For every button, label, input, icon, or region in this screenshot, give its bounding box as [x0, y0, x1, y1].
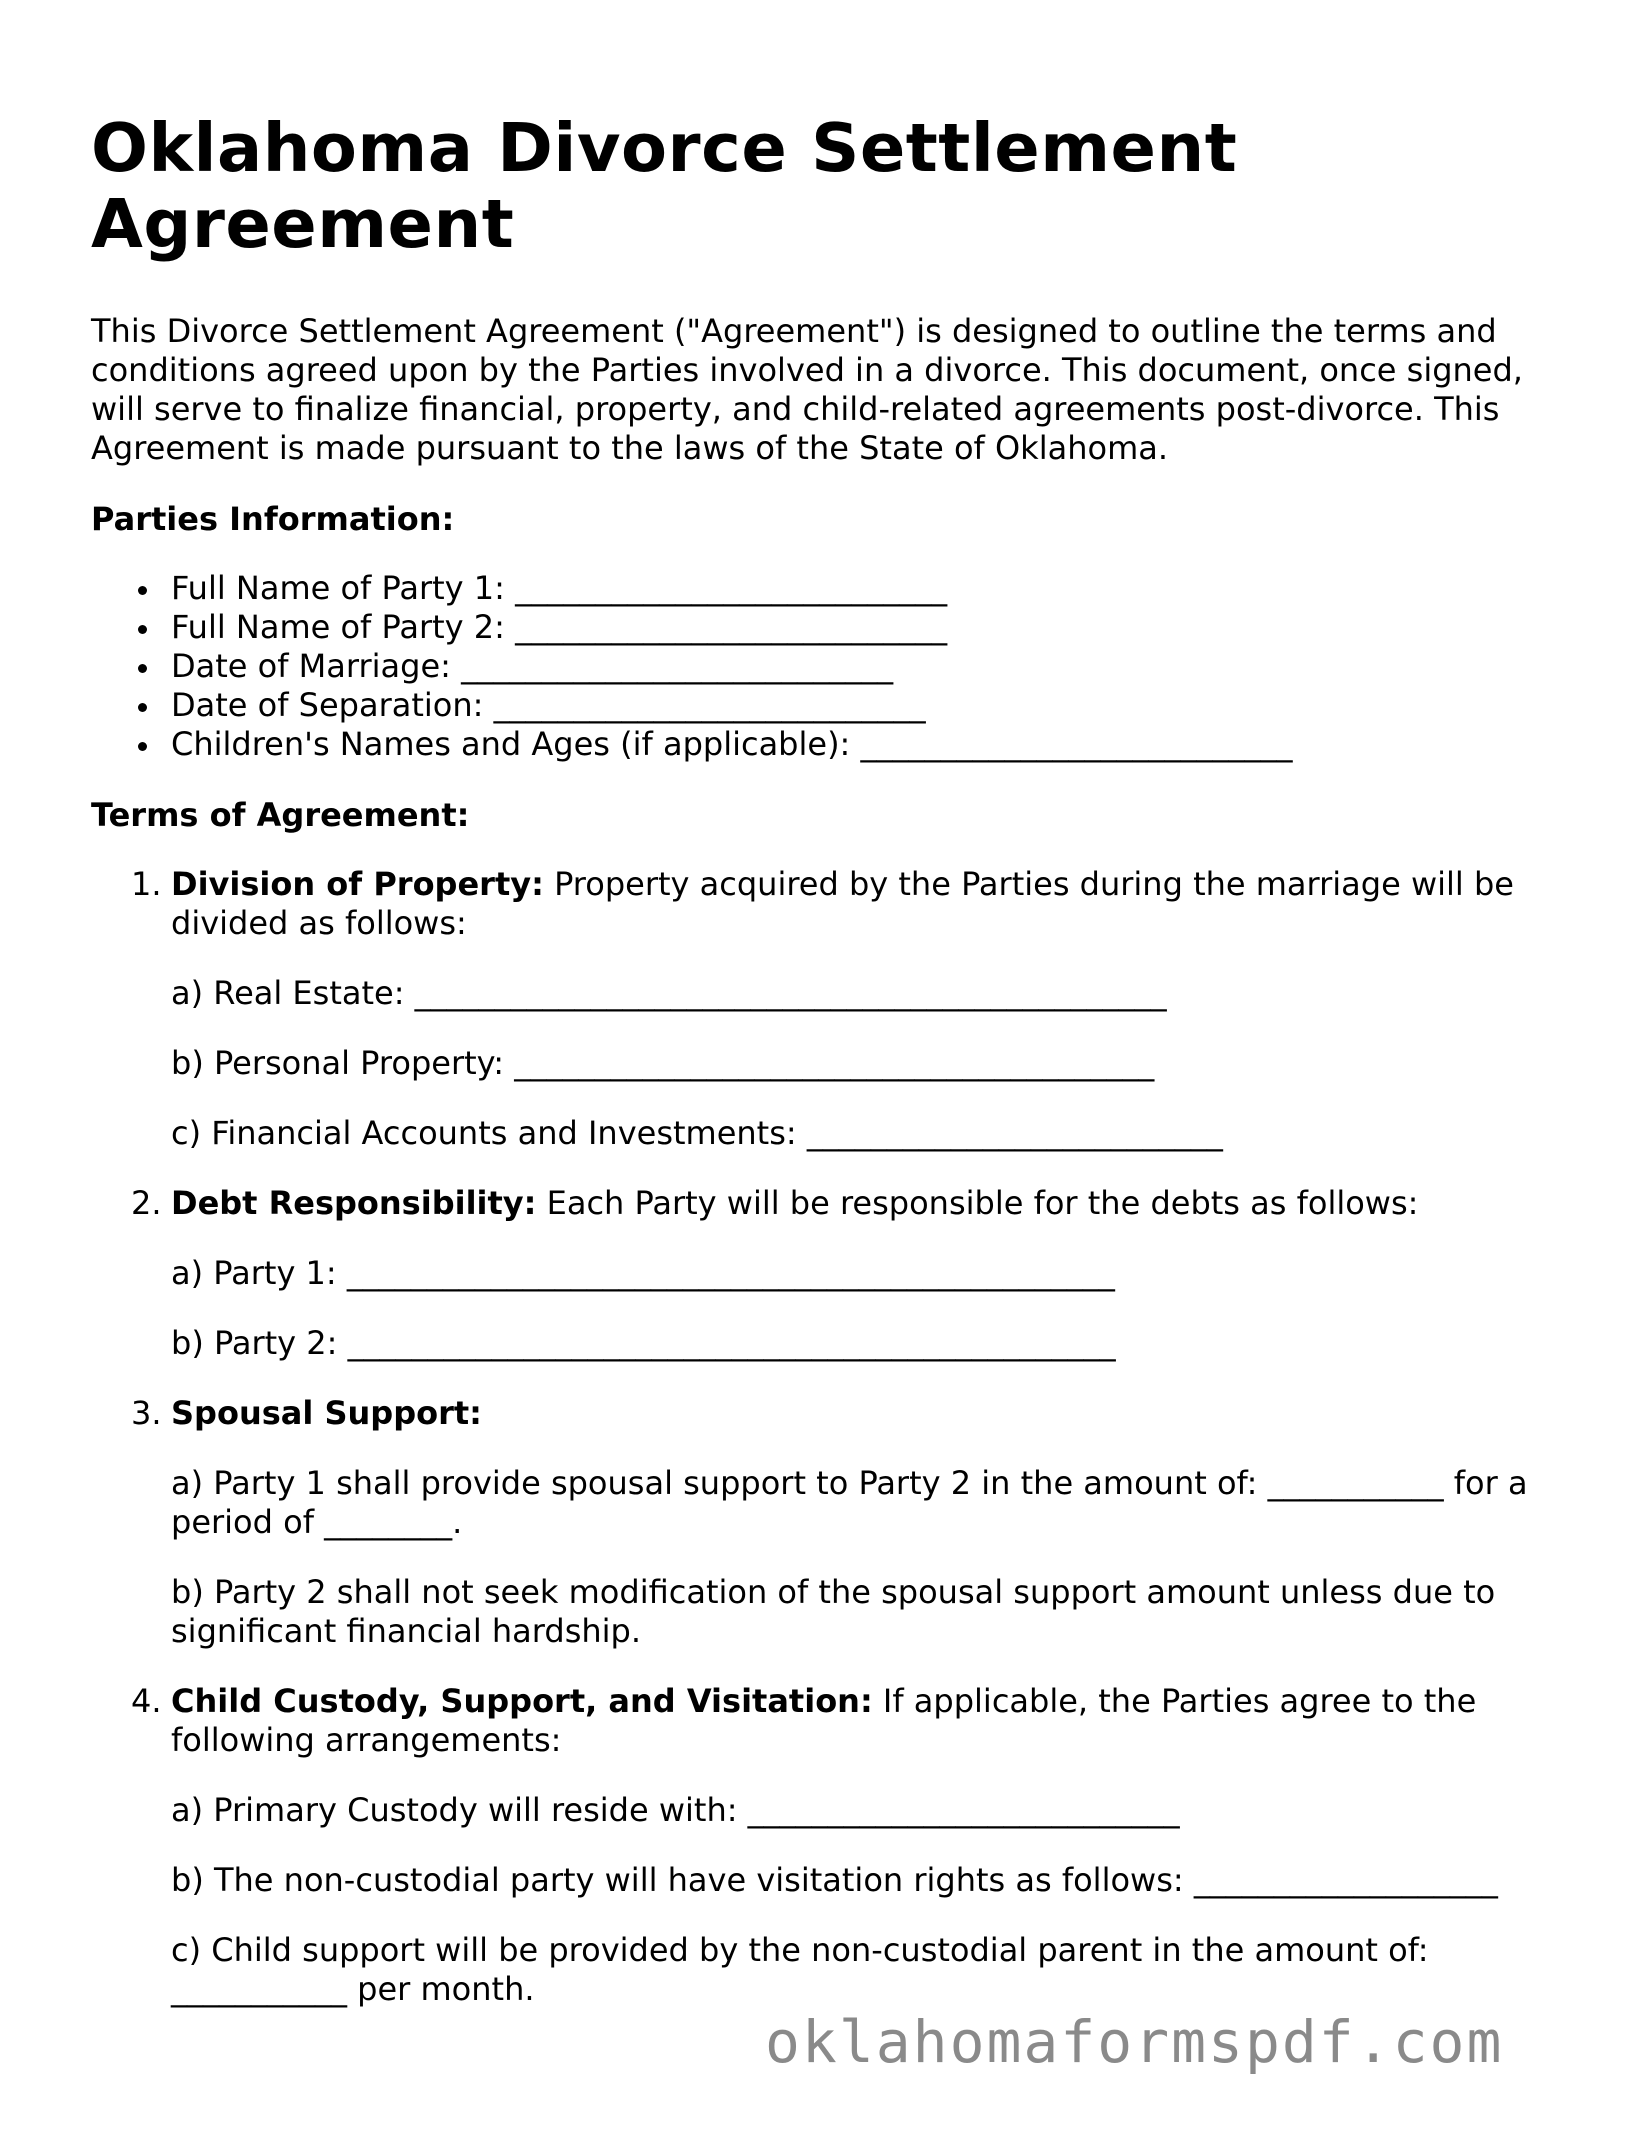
- term-title: Child Custody, Support, and Visitation:: [171, 1682, 873, 1720]
- separation-date-field: Date of Separation: ___________________________: [91, 686, 1571, 725]
- children-field: Children's Names and Ages (if applicable): ___________________________: [91, 725, 1571, 764]
- term-text: Each Party will be responsible for the debts as follows:: [536, 1184, 1419, 1222]
- spousal-amount-field: a) Party 1 shall provide spousal support to Party 2 in the amount of: ___________ for a period of ________.: [171, 1464, 1528, 1541]
- party1-debt-field: a) Party 1: ________________________________________________: [171, 1254, 1115, 1292]
- intro-paragraph: This Divorce Settlement Agreement ("Agreement") is designed to outline the terms and conditions agreed upon by the Parties involved in a divorce. This document, once signed, will serve to finalize financial, property, and child-related agreements post-divorce. This Agreement is made pursuant to the laws of the State of Oklahoma.: [91, 312, 1523, 467]
- term-title: Debt Responsibility:: [171, 1184, 537, 1222]
- personal-property-field: b) Personal Property: ________________________________________: [171, 1044, 1155, 1082]
- term-child-custody: [91, 1682, 1571, 2009]
- term-division-of-property: [91, 865, 1571, 1153]
- party2-debt-field: b) Party 2: ________________________________________________: [171, 1324, 1116, 1362]
- watermark: oklahomaformspdf.com: [765, 2008, 1504, 2076]
- term-number: 2.: [131, 1184, 162, 1222]
- term-title: Division of Property:: [171, 865, 544, 903]
- real-estate-field: a) Real Estate: _______________________________________________: [171, 974, 1167, 1012]
- parties-heading: Parties Information:: [91, 500, 455, 538]
- term-number: 4.: [131, 1682, 162, 1720]
- spousal-modification-clause: b) Party 2 shall not seek modification of the spousal support amount unless due to significant financial hardship.: [171, 1573, 1496, 1650]
- marriage-date-field: Date of Marriage: ___________________________: [91, 647, 1571, 686]
- term-text: If applicable, the Parties agree to the following arrangements:: [171, 1682, 1477, 1759]
- financial-accounts-field: c) Financial Accounts and Investments: __________________________: [171, 1114, 1223, 1152]
- term-number: 1.: [131, 865, 162, 903]
- parties-list: [91, 569, 1571, 764]
- term-spousal-support: [91, 1394, 1571, 1651]
- visitation-rights-field: b) The non-custodial party will have visitation rights as follows: ___________________: [171, 1861, 1498, 1899]
- page-title: Oklahoma Divorce Settlement Agreement: [91, 109, 1238, 263]
- party1-name-field: Full Name of Party 1: ___________________________: [91, 569, 1571, 608]
- term-number: 3.: [131, 1394, 162, 1432]
- document-page: [91, 110, 1571, 2040]
- terms-heading: Terms of Agreement:: [91, 796, 470, 834]
- child-support-field: c) Child support will be provided by the non-custodial parent in the amount of: ___________ per month.: [171, 1931, 1429, 2008]
- term-debt-responsibility: [91, 1184, 1571, 1363]
- term-text: Property acquired by the Parties during the marriage will be divided as follows:: [171, 865, 1514, 942]
- primary-custody-field: a) Primary Custody will reside with: ___________________________: [171, 1791, 1180, 1829]
- terms-list: [91, 865, 1571, 2009]
- party2-name-field: Full Name of Party 2: ___________________________: [91, 608, 1571, 647]
- term-title: Spousal Support:: [171, 1394, 482, 1432]
